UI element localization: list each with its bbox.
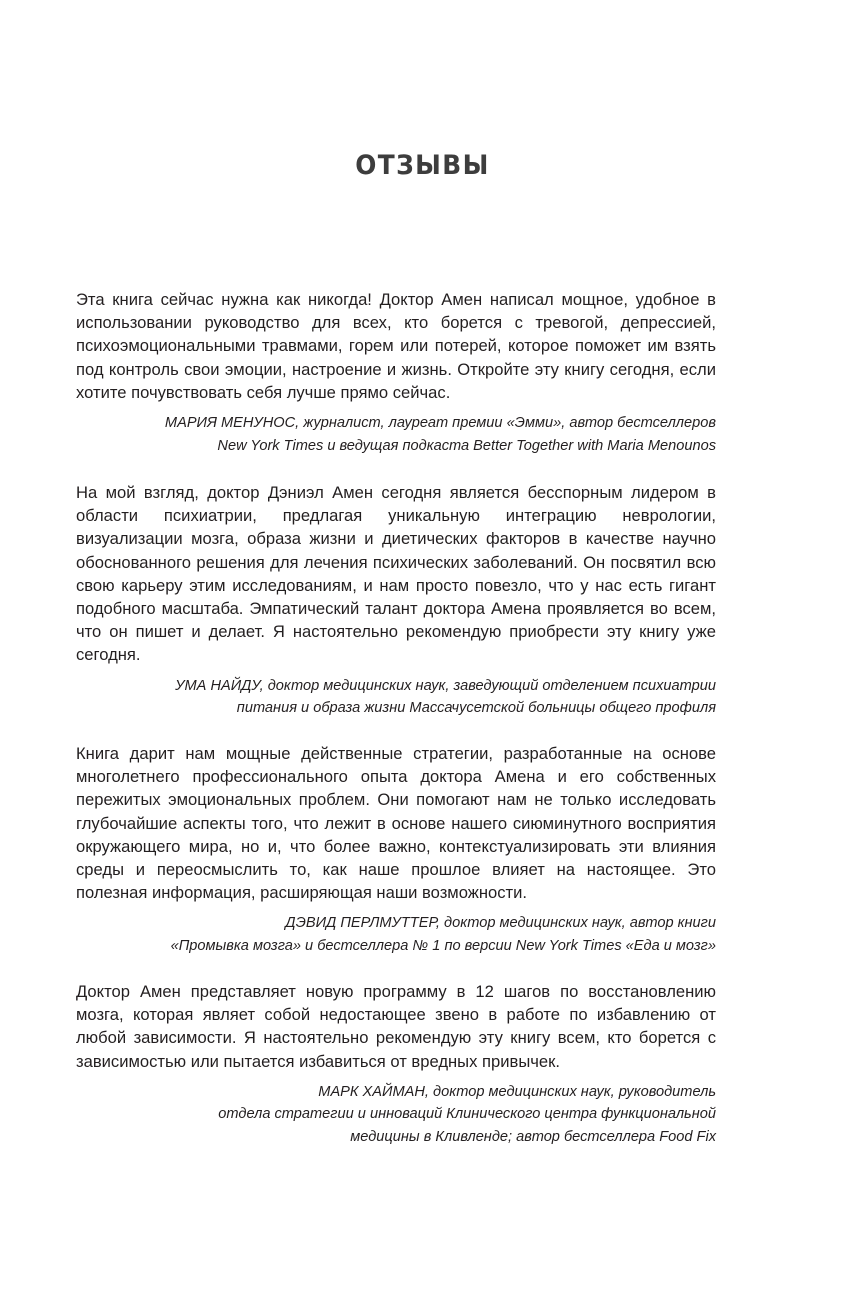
review-author-line: МАРК ХАЙМАН, доктор медицинских наук, руководитель	[318, 1083, 716, 1100]
review-quote: Книга дарит нам мощные действенные стратегии, разработанные на основе многолетнего профессионального опыта доктора Амена и его собственных пережитых эмоциональных проблем. Они помогают нам не только исследовать глубочайшие аспекты того, что лежит в основе нашего сиюминутного восприятия окружающего мира, но и, что более важно, контекстуализировать эти влияния среды и переосмыслить то, как наше прошлое влияет на настоящее. Это полезная информация, расширяющая наши возможности.	[76, 744, 716, 903]
review-author-line: УМА НАЙДУ, доктор медицинских наук, заведующий отделением психиатрии	[175, 677, 716, 694]
review-quote: Эта книга сейчас нужна как никогда! Доктор Амен написал мощное, удобное в использовании руководство для всех, кто борется с тревогой, депрессией, психоэмоциональными травмами, горем или потерей, которое поможет им взять под контроль свои эмоции, настроение и жизнь. Откройте эту книгу сегодня, если хотите почувствовать себя лучше прямо сейчас.	[76, 290, 716, 402]
review-author-line: медицины в Кливленде; автор бестселлера Food Fix	[350, 1128, 716, 1145]
page-title: ОТЗЫВЫ	[355, 150, 490, 181]
review-block	[76, 288, 716, 457]
review-quote: На мой взгляд, доктор Дэниэл Амен сегодня является бесспорным лидером в области психиатрии, предлагая уникальную интеграцию неврологии, визуализации мозга, образа жизни и диетических факторов в качестве научно обоснованного решения для лечения психических заболеваний. Он посвятил всю свою карьеру этим исследованиям, и нам просто повезло, что у нас есть гигант подобного масштаба. Эмпатический талант доктора Амена проявляется во всем, что он пишет и делает. Я настоятельно рекомендую приобрести эту книгу уже сегодня.	[76, 483, 716, 665]
review-block	[76, 742, 716, 957]
review-author-line: питания и образа жизни Массачусетской больницы общего профиля	[236, 700, 716, 717]
review-block	[76, 481, 716, 720]
review-author	[76, 412, 716, 457]
review-author-line: ДЭВИД ПЕРЛМУТТЕР, доктор медицинских наук, автор книги	[285, 915, 716, 932]
review-quote: Доктор Амен представляет новую программу в 12 шагов по восстановлению мозга, которая являет собой недостающее звено в работе по избавлению от любой зависимости. Я настоятельно рекомендую эту книгу всем, кто борется с зависимостью или пытается избавиться от вредных привычек.	[76, 982, 716, 1071]
review-block	[76, 980, 716, 1148]
review-author-line: МАРИЯ МЕНУНОС, журналист, лауреат премии «Эмми», автор бестселлеров	[164, 415, 716, 432]
review-author-line: New York Times и ведущая подкаста Better Together with Maria Menounos	[217, 437, 716, 454]
review-author	[76, 1081, 716, 1149]
review-author	[76, 675, 716, 720]
review-author	[76, 912, 716, 957]
review-author-line: «Промывка мозга» и бестселлера № 1 по версии New York Times «Еда и мозг»	[170, 937, 716, 954]
review-author-line: отдела стратегии и инноваций Клинического центра функциональной	[218, 1106, 716, 1123]
